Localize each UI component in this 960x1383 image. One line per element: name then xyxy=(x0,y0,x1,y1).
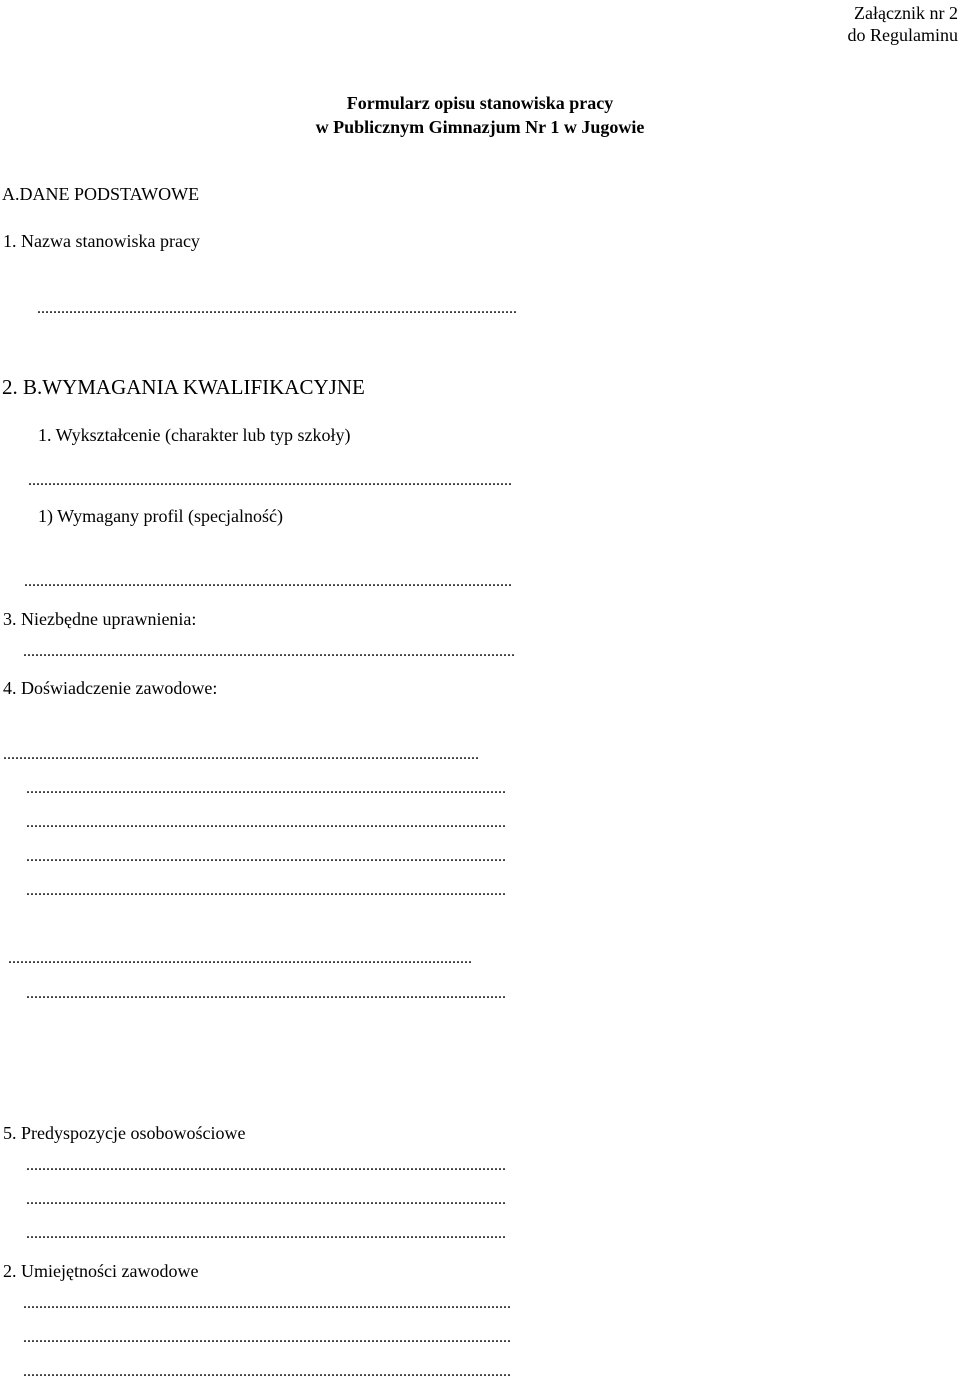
section-b-heading: 2. B.WYMAGANIA KWALIFIKACYJNE xyxy=(2,375,365,399)
personality-label: 5. Predyspozycje osobowościowe xyxy=(3,1123,246,1143)
experience-fill-line: ....................................................................................................................... xyxy=(3,746,479,763)
experience-fill-line: ........................................................................................................................ xyxy=(26,985,506,1002)
position-name-label: 1. Nazwa stanowiska pracy xyxy=(3,231,200,251)
attachment-line-1: Załącznik nr 2 xyxy=(854,3,958,23)
skills-fill-line: .......................................................................................................................... xyxy=(23,1363,511,1380)
experience-fill-line: ........................................................................................................................ xyxy=(26,780,506,797)
attachment-line-2: do Regulaminu xyxy=(847,25,958,45)
education-fill-line: ......................................................................................................................... xyxy=(28,472,512,489)
form-title-line-1: Formularz opisu stanowiska pracy xyxy=(346,93,614,113)
personality-fill-line: ........................................................................................................................ xyxy=(26,1225,506,1242)
position-name-fill-line: ........................................................................................................................ xyxy=(37,300,517,317)
experience-label: 4. Doświadczenie zawodowe: xyxy=(3,678,218,698)
skills-label: 2. Umiejętności zawodowe xyxy=(3,1261,199,1281)
education-label: 1. Wykształcenie (charakter lub typ szkoły) xyxy=(38,425,351,445)
experience-fill-line: ........................................................................................................................ xyxy=(26,882,506,899)
experience-fill-line: ........................................................................................................................ xyxy=(26,814,506,831)
personality-fill-line: ........................................................................................................................ xyxy=(26,1157,506,1174)
profile-fill-line: .......................................................................................................................... xyxy=(24,573,512,590)
experience-fill-line: .................................................................................................................... xyxy=(8,950,472,967)
skills-fill-line: .......................................................................................................................... xyxy=(23,1295,511,1312)
section-a-heading: A.DANE PODSTAWOWE xyxy=(2,184,200,204)
form-title-line-2: w Publicznym Gimnazjum Nr 1 w Jugowie xyxy=(315,117,645,137)
permissions-label: 3. Niezbędne uprawnienia: xyxy=(3,609,197,629)
personality-fill-line: ........................................................................................................................ xyxy=(26,1191,506,1208)
profile-label: 1) Wymagany profil (specjalność) xyxy=(38,506,284,526)
experience-fill-line: ........................................................................................................................ xyxy=(26,848,506,865)
skills-fill-line: .......................................................................................................................... xyxy=(23,1329,511,1346)
permissions-fill-line: ........................................................................................................................... xyxy=(23,643,515,660)
